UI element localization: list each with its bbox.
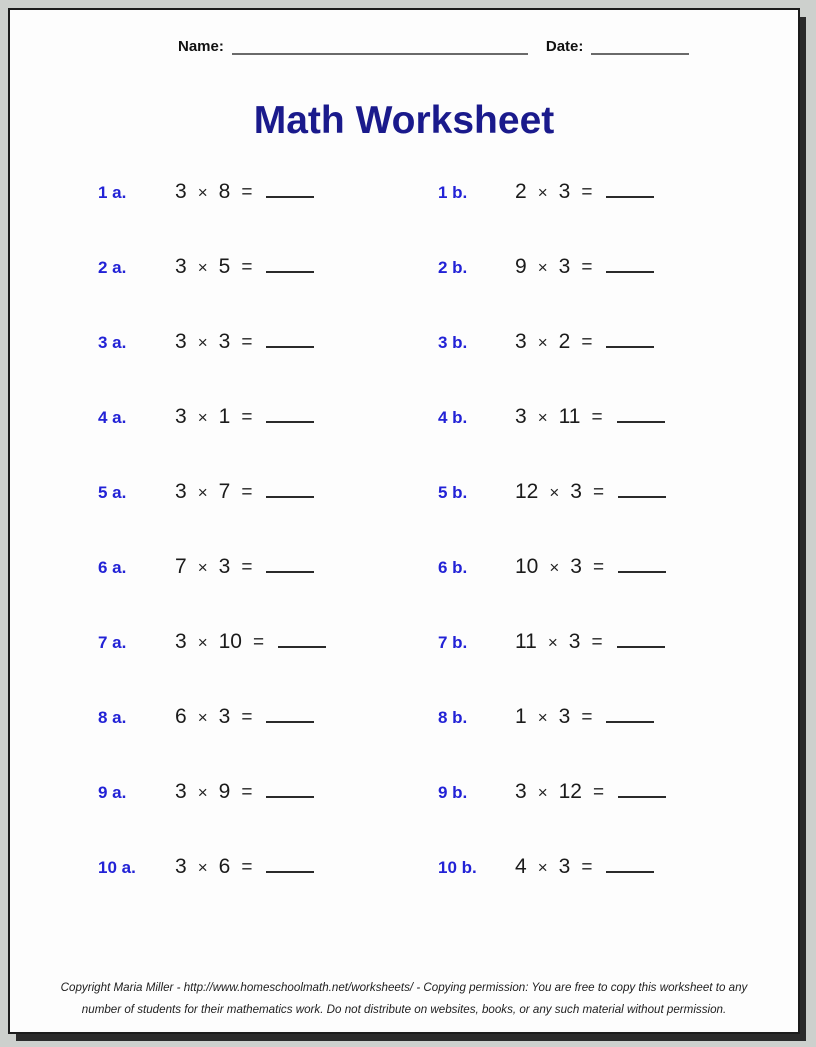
problem-number: 3 a.: [98, 333, 127, 352]
equals-sign: =: [241, 257, 253, 278]
factor1: 3: [175, 855, 187, 878]
problem-expression: [515, 705, 654, 729]
problem: [98, 405, 438, 435]
problem-expression: [515, 405, 665, 429]
factor2: 3: [570, 555, 582, 578]
multiplication-sign: ×: [197, 333, 208, 352]
factor1: 2: [515, 180, 527, 203]
problem: [98, 330, 438, 360]
equals-sign: =: [252, 632, 265, 653]
multiplication-sign: ×: [197, 558, 208, 577]
factor2: 10: [218, 630, 242, 653]
factor1: 3: [175, 780, 187, 803]
factor2: 3: [218, 555, 231, 578]
answer-blank[interactable]: [617, 419, 665, 423]
equals-sign: =: [592, 782, 605, 803]
answer-blank[interactable]: [618, 569, 666, 573]
problem-expression: [175, 780, 314, 804]
name-fill-line[interactable]: [232, 41, 528, 55]
problem: [98, 180, 438, 210]
factor1: 3: [175, 180, 187, 203]
multiplication-sign: ×: [549, 483, 560, 502]
problem-expression: [515, 630, 665, 654]
problem-expression: [175, 855, 314, 879]
answer-blank[interactable]: [606, 194, 654, 198]
problem-number: 1 a.: [98, 183, 127, 202]
factor1: 10: [515, 555, 539, 578]
factor1: 3: [515, 405, 527, 428]
factor2: 12: [558, 780, 582, 803]
multiplication-sign: ×: [197, 483, 208, 502]
multiplication-sign: ×: [197, 408, 208, 427]
answer-blank[interactable]: [606, 869, 654, 873]
problem: [438, 855, 778, 885]
problem: [438, 330, 778, 360]
problem-number: 9 b.: [438, 783, 468, 802]
problem-number: 6 b.: [438, 558, 468, 577]
factor1: 11: [515, 630, 537, 653]
equals-sign: =: [591, 407, 603, 428]
problem-number: 2 a.: [98, 258, 127, 277]
problem-number: 8 b.: [438, 708, 468, 727]
multiplication-sign: ×: [197, 708, 208, 727]
answer-blank[interactable]: [266, 194, 314, 198]
date-fill-line[interactable]: [591, 41, 689, 55]
problem-expression: [515, 555, 666, 579]
factor2: 3: [568, 630, 581, 653]
multiplication-sign: ×: [537, 333, 548, 352]
problem-number: 7 a.: [98, 633, 127, 652]
factor1: 3: [175, 255, 187, 278]
problem-expression: [175, 555, 314, 579]
multiplication-sign: ×: [537, 858, 548, 877]
factor2: 8: [218, 180, 231, 203]
factor2: 3: [558, 705, 571, 728]
answer-blank[interactable]: [266, 719, 314, 723]
multiplication-sign: ×: [197, 633, 208, 652]
name-label: Name:: [178, 38, 224, 55]
equals-sign: =: [581, 182, 593, 203]
problem: [98, 255, 438, 285]
multiplication-sign: ×: [197, 858, 208, 877]
problem-number: 4 a.: [98, 408, 127, 427]
answer-blank[interactable]: [266, 569, 314, 573]
problem-expression: [515, 855, 654, 879]
answer-blank[interactable]: [278, 644, 326, 648]
footer-line2: number of students for their mathematics work. Do not distribute on websites, books, or any such material without permission.: [81, 1003, 727, 1017]
factor2: 5: [218, 255, 231, 278]
multiplication-sign: ×: [549, 558, 560, 577]
problem-number: 9 a.: [98, 783, 127, 802]
problem-number: 1 b.: [438, 183, 468, 202]
problem-expression: [515, 330, 654, 354]
problem-number: 5 b.: [438, 483, 468, 502]
answer-blank[interactable]: [606, 344, 654, 348]
problem: [98, 855, 438, 885]
factor1: 9: [515, 255, 527, 278]
answer-blank[interactable]: [266, 794, 314, 798]
copyright-footer: [10, 977, 798, 1022]
page-title: Math Worksheet: [253, 99, 555, 142]
answer-blank[interactable]: [266, 344, 314, 348]
problem: [98, 705, 438, 735]
factor1: 3: [175, 330, 187, 353]
problem-expression: [175, 330, 314, 354]
problem-number: 4 b.: [438, 408, 468, 427]
factor1: 6: [175, 705, 187, 728]
factor2: 6: [218, 855, 231, 878]
equals-sign: =: [241, 707, 253, 728]
multiplication-sign: ×: [537, 258, 548, 277]
problem-expression: [175, 705, 314, 729]
multiplication-sign: ×: [197, 783, 208, 802]
factor1: 3: [175, 630, 187, 653]
factor2: 9: [218, 780, 231, 803]
date-label: Date:: [545, 38, 584, 55]
problem: [438, 180, 778, 210]
answer-blank[interactable]: [266, 494, 314, 498]
problem-expression: [175, 180, 314, 204]
problem-expression: [175, 480, 314, 504]
problem-number: 8 a.: [98, 708, 127, 727]
equals-sign: =: [241, 482, 253, 503]
answer-blank[interactable]: [266, 419, 314, 423]
factor1: 1: [515, 705, 527, 728]
factor2: 3: [218, 330, 231, 353]
factor1: 4: [515, 855, 527, 878]
multiplication-sign: ×: [537, 408, 548, 427]
factor1: 3: [175, 480, 187, 503]
problem: [98, 780, 438, 810]
answer-blank[interactable]: [618, 494, 666, 498]
worksheet-page: [8, 8, 800, 1034]
factor2: 1: [218, 405, 231, 428]
problem: [438, 255, 778, 285]
factor2: 3: [218, 705, 231, 728]
problem-expression: [515, 480, 666, 504]
factor1: 12: [515, 480, 539, 503]
equals-sign: =: [241, 782, 253, 803]
problem-number: 5 a.: [98, 483, 127, 502]
answer-blank[interactable]: [617, 644, 665, 648]
problem-number: 6 a.: [98, 558, 127, 577]
problem-number: 2 b.: [438, 258, 468, 277]
equals-sign: =: [581, 857, 593, 878]
problem: [98, 630, 438, 660]
problem: [98, 480, 438, 510]
answer-blank[interactable]: [606, 719, 654, 723]
equals-sign: =: [581, 707, 593, 728]
factor2: 3: [558, 180, 571, 203]
problem-expression: [515, 180, 654, 204]
equals-sign: =: [241, 182, 253, 203]
factor1: 3: [515, 780, 527, 803]
equals-sign: =: [592, 557, 605, 578]
problem-number: 10 b.: [438, 858, 477, 877]
problem-expression: [515, 780, 666, 804]
factor2: 11: [558, 405, 581, 428]
equals-sign: =: [581, 257, 593, 278]
problems-grid: [10, 180, 798, 885]
multiplication-sign: ×: [197, 183, 208, 202]
problem: [438, 405, 778, 435]
problem-expression: [175, 255, 314, 279]
factor2: 3: [570, 480, 582, 503]
factor2: 3: [558, 855, 571, 878]
equals-sign: =: [241, 332, 253, 353]
problem: [438, 780, 778, 810]
problem-expression: [175, 630, 326, 654]
problem-number: 7 b.: [438, 633, 468, 652]
equals-sign: =: [591, 632, 603, 653]
problem: [438, 555, 778, 585]
footer-line1: Copyright Maria Miller - http://www.homeschoolmath.net/worksheets/ - Copying permission: You are free to copy this worksheet to any: [60, 980, 748, 994]
equals-sign: =: [241, 857, 253, 878]
problem: [98, 555, 438, 585]
equals-sign: =: [241, 407, 253, 428]
factor2: 3: [558, 255, 571, 278]
factor1: 3: [515, 330, 527, 353]
problem-number: 3 b.: [438, 333, 468, 352]
problem-expression: [175, 405, 314, 429]
problem: [438, 480, 778, 510]
problem-number: 10 a.: [98, 858, 136, 877]
multiplication-sign: ×: [547, 633, 558, 652]
answer-blank[interactable]: [606, 269, 654, 273]
equals-sign: =: [581, 332, 593, 353]
factor2: 7: [218, 480, 231, 503]
multiplication-sign: ×: [537, 783, 548, 802]
factor1: 3: [175, 405, 187, 428]
multiplication-sign: ×: [537, 183, 548, 202]
problem-expression: [515, 255, 654, 279]
problem: [438, 630, 778, 660]
problem: [438, 705, 778, 735]
answer-blank[interactable]: [266, 869, 314, 873]
multiplication-sign: ×: [537, 708, 548, 727]
answer-blank[interactable]: [266, 269, 314, 273]
equals-sign: =: [241, 557, 253, 578]
factor1: 7: [175, 555, 187, 578]
equals-sign: =: [592, 482, 605, 503]
header-row: [178, 38, 798, 55]
multiplication-sign: ×: [197, 258, 208, 277]
factor2: 2: [558, 330, 571, 353]
answer-blank[interactable]: [618, 794, 666, 798]
